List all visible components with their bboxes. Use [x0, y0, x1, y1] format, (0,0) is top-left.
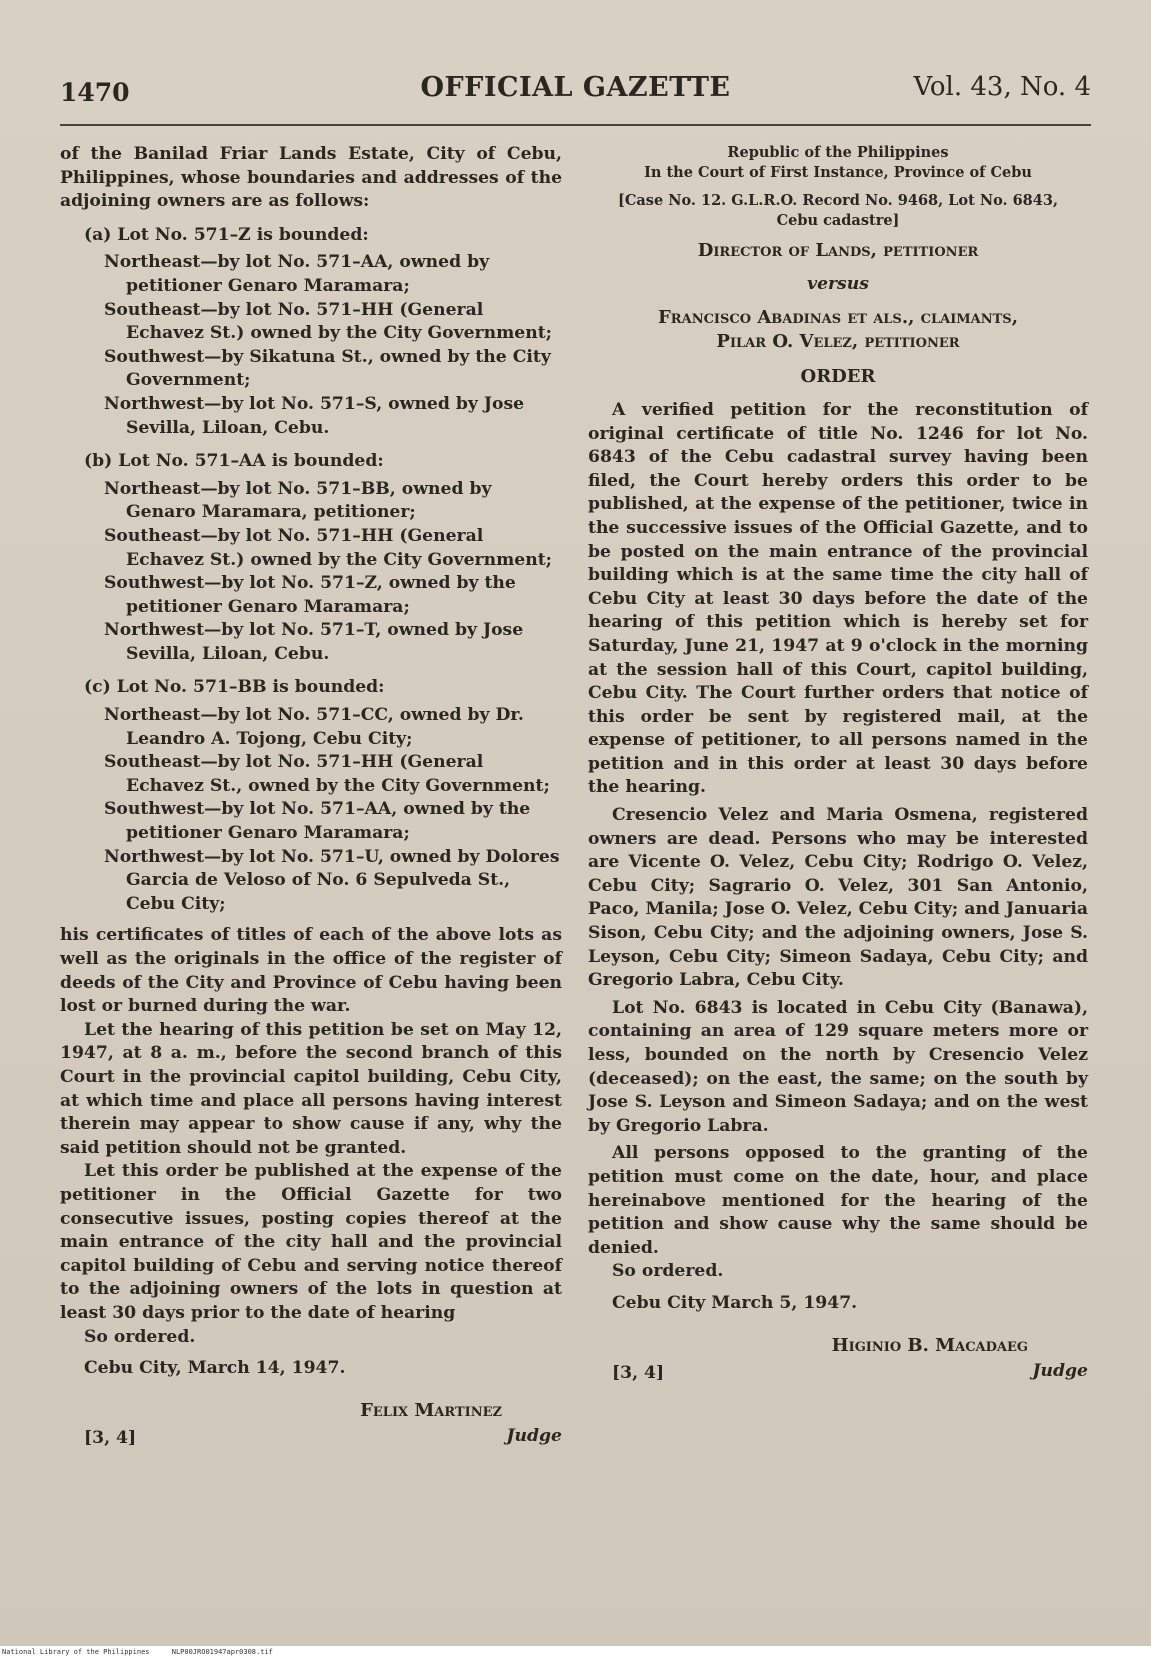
page-header	[60, 68, 1091, 112]
order-paragraph-3: Lot No. 6843 is located in Cebu City (Banawa), containing an area of 129 square meters more or less, bounded on the north by Cresencio Velez (deceased); on the east, the same; on the south by Jose S. Leyson and Simeon Sadaya; and on the west by Gregorio Labra.	[588, 997, 1088, 1136]
order-paragraph-2: Cresencio Velez and Maria Osmena, registered owners are dead. Persons who may be interested are Vicente O. Velez, Cebu City; Rodrigo O. Velez, Cebu City; Sagrario O. Velez, 301 San Antonio, Paco, Manila; Jose O. Velez, Cebu City; and Januaria Sison, Cebu City; and the adjoining owners, Jose S. Leyson, Cebu City; Simeon Sadaya, Cebu City; and Gregorio Labra, Cebu City.	[588, 805, 1089, 991]
certificates-paragraph: his certificates of titles of each of the above lots as well as the originals in the office of the register of deeds of the City and Province of Cebu having been lost or burned during the war.	[60, 925, 562, 1017]
so-ordered: So ordered.	[84, 1326, 196, 1347]
page-number: 1470	[60, 78, 130, 107]
volume-number: Vol. 43, No. 4	[913, 72, 1091, 102]
header-rule	[60, 124, 1091, 126]
scan-filename: NLP00JRO01947apr0308.tif	[171, 1648, 273, 1656]
second-petitioner-line: Pilar O. Velez, petitioner	[716, 330, 960, 352]
order-date: Cebu City, March 14, 1947.	[84, 1358, 346, 1379]
case-number: [Case No. 12. G.L.R.O. Record No. 9468, Lot No. 6843, Cebu cadastre]	[617, 192, 1058, 229]
court-line: In the Court of First Instance, Province of Cebu	[644, 164, 1032, 181]
issue-reference-right: [3, 4]	[612, 1362, 665, 1383]
lot-c-heading: (c) Lot No. 571–BB is bounded:	[84, 677, 385, 698]
lot-b-northwest: Northwest—by lot No. 571–T, owned by Jose Sevilla, Liloan, Cebu.	[104, 620, 524, 664]
order-date-right: Cebu City March 5, 1947.	[612, 1292, 858, 1313]
lot-a-southwest: Southwest—by Sikatuna St., owned by the City Government;	[104, 346, 551, 391]
hearing-paragraph: Let the hearing of this petition be set on May 12, 1947, at 8 a. m., before the second branch of this Court in the provincial capitol building, Cebu City, at which time and place all persons having interest therein may appear to show cause if any, why the said petition should not be granted.	[60, 1019, 562, 1158]
lot-c-southeast: Southeast—by lot No. 571–HH (General Echavez St., owned by the City Government;	[104, 752, 550, 796]
lot-a-heading: (a) Lot No. 571–Z is bounded:	[84, 224, 369, 245]
lot-a-northwest: Northwest—by lot No. 571–S, owned by Jose Sevilla, Liloan, Cebu.	[104, 393, 525, 438]
left-column	[60, 143, 562, 1459]
petitioner-line: Director of Lands, petitioner	[697, 240, 979, 261]
publication-paragraph: Let this order be published at the expense of the petitioner in the Official Gazette for two consecutive issues, posting copies thereof at the main entrance of the city hall and the provincial capitol building of Cebu and serving notice thereof to the adjoining owners of the lots in question at least 30 days prior to the date of hearing	[60, 1161, 562, 1323]
order-heading: ORDER	[800, 366, 876, 388]
judge-name-right: Higinio B. Macadaeg	[831, 1334, 1028, 1356]
right-column	[588, 143, 1088, 1394]
judge-title: Judge	[506, 1425, 562, 1446]
lot-c-northwest: Northwest—by lot No. 571–U, owned by Dolores Garcia de Veloso of No. 6 Sepulveda St., Cebu City;	[104, 846, 560, 914]
judge-title-right: Judge	[1032, 1360, 1088, 1381]
lot-c-southwest: Southwest—by lot No. 571–AA, owned by the petitioner Genaro Maramara;	[104, 799, 531, 844]
signature-block	[60, 1399, 562, 1459]
intro-paragraph: of the Banilad Friar Lands Estate, City of Cebu, Philippines, whose boundaries and addresses of the adjoining owners are as follows:	[60, 144, 562, 212]
issue-reference: [3, 4]	[84, 1427, 137, 1448]
lot-b-heading: (b) Lot No. 571–AA is bounded:	[84, 451, 384, 472]
scan-footer	[0, 1646, 1151, 1658]
lot-a-northeast: Northeast—by lot No. 571–AA, owned by petitioner Genaro Maramara;	[104, 252, 490, 296]
order-paragraph-4: All persons opposed to the granting of the petition must come on the date, hour, and place hereinabove mentioned for the hearing of the petition and show cause why the same should be denied.	[588, 1143, 1088, 1258]
library-credit: National Library of the Philippines	[2, 1648, 150, 1656]
order-paragraph-1: A verified petition for the reconstitution of original certificate of title No. 1246 for lot No. 6843 of the Cebu cadastral survey having been filed, the Court hereby orders this order to be published, at the expense of the petitioner, twice in the successive issues of the Official Gazette, and to be posted on the main entrance of the provincial building which is at the same time the city hall of Cebu City at least 30 days before the date of the hearing of this petition which is hereby set for Saturday, June 21, 1947 at 9 o'clock in the morning at the session hall of this Court, capitol building, Cebu City. The Court further orders that notice of this order be sent by registered mail, at the expense of petitioner, to all persons named in the petition and in this order at least 30 days before the hearing.	[588, 399, 1088, 798]
lot-c-northeast: Northeast—by lot No. 571–CC, owned by Dr. Leandro A. Tojong, Cebu City;	[104, 705, 524, 749]
so-ordered-right: So ordered.	[612, 1261, 724, 1282]
versus-line: versus	[807, 273, 869, 294]
signature-block-right	[588, 1334, 1088, 1394]
lot-a-southeast: Southeast—by lot No. 571–HH (General Echavez St.) owned by the City Government;	[104, 299, 552, 344]
lot-b-southwest: Southwest—by lot No. 571–Z, owned by the petitioner Genaro Maramara;	[104, 573, 516, 617]
claimants-line: Francisco Abadinas et als., claimants,	[658, 307, 1018, 329]
republic-line: Republic of the Philippines	[727, 144, 949, 161]
lot-b-southeast: Southeast—by lot No. 571–HH (General Echavez St.) owned by the City Government;	[104, 525, 552, 570]
publication-title: OFFICIAL GAZETTE	[420, 72, 731, 103]
lot-b-northeast: Northeast—by lot No. 571–BB, owned by Genaro Maramara, petitioner;	[104, 478, 492, 523]
judge-name: Felix Martinez	[360, 1399, 502, 1421]
